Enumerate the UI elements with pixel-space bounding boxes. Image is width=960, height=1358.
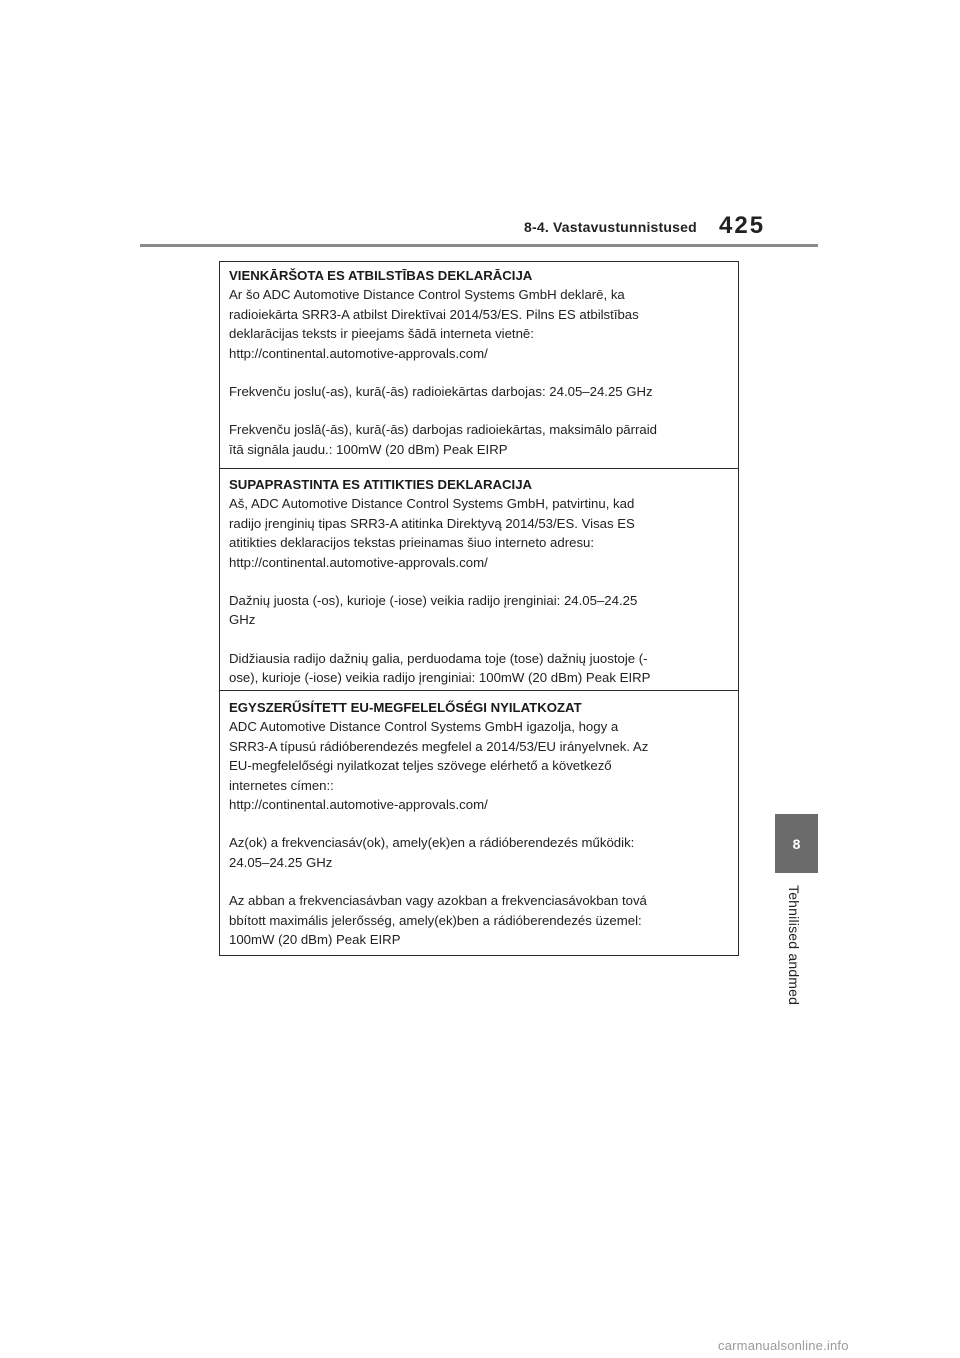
- url-text: http://continental.automotive-approvals.com/: [229, 554, 488, 570]
- text-line: 100mW (20 dBm) Peak EIRP: [229, 932, 401, 948]
- text-line: radijo įrenginių tipas SRR3-A atitinka Direktyvą 2014/53/ES. Visas ES: [229, 515, 635, 531]
- text-line: ADC Automotive Distance Control Systems GmbH igazolja, hogy a: [229, 719, 619, 735]
- text-line: deklarācijas teksts ir pieejams šādā interneta vietnē:: [229, 326, 534, 342]
- page-number: 425: [719, 212, 766, 239]
- declaration-latvian: [220, 262, 738, 472]
- text-line: Dažnių juosta (-os), kurioje (-iose) veikia radijo įrenginiai: 24.05–24.25: [229, 593, 638, 609]
- declaration-text: [229, 285, 730, 363]
- text-line: ītā signāla jaudu.: 100mW (20 dBm) Peak EIRP: [229, 441, 508, 457]
- text-line: Aš, ADC Automotive Distance Control Systems GmbH, patvirtinu, kad: [229, 496, 635, 512]
- text-line: Az(ok) a frekvenciasáv(ok), amely(ek)en a rádióberendezés működik:: [229, 835, 635, 851]
- text-line: radioiekārta SRR3-A atbilst Direktīvai 2014/53/ES. Pilns ES atbilstības: [229, 306, 639, 322]
- chapter-title: Tehnilised andmed: [786, 885, 802, 1006]
- text-line: Didžiausia radijo dažnių galia, perduodama toje (tose) dažnių juostoje (-: [229, 650, 648, 666]
- declaration-hungarian: [220, 690, 738, 962]
- text-line: 24.05–24.25 GHz: [229, 854, 333, 870]
- header-divider: [140, 244, 818, 247]
- section-title: 8-4. Vastavustunnistused: [524, 219, 697, 235]
- text-line: SRR3-A típusú rádióberendezés megfelel a 2014/53/EU irányelvnek. Az: [229, 738, 649, 754]
- text-line: Frekvenču joslu(-as), kurā(-ās) radioiekārtas darbojas: 24.05–24.25 GHz: [229, 384, 653, 400]
- url-text: http://continental.automotive-approvals.com/: [229, 345, 488, 361]
- declaration-text: [229, 717, 730, 814]
- frequency-band-text: [229, 833, 730, 872]
- url-text: http://continental.automotive-approvals.com/: [229, 797, 488, 813]
- frequency-band-text: [229, 591, 730, 630]
- max-power-text: [229, 649, 730, 688]
- text-line: Frekvenču joslā(-ās), kurā(-ās) darbojas radioiekārtas, maksimālo pārraid: [229, 422, 658, 438]
- text-line: Ar šo ADC Automotive Distance Control Systems GmbH deklarē, ka: [229, 287, 625, 303]
- text-line: GHz: [229, 612, 256, 628]
- declaration-table: [219, 261, 739, 956]
- text-line: Az abban a frekvenciasávban vagy azokban a frekvenciasávokban tová: [229, 893, 647, 909]
- declaration-title: VIENKĀRŠOTA ES ATBILSTĪBAS DEKLARĀCIJA: [229, 268, 533, 283]
- text-line: ose), kurioje (-iose) veikia radijo įrenginiai: 100mW (20 dBm) Peak EIRP: [229, 670, 651, 686]
- declaration-lithuanian: [220, 468, 738, 697]
- watermark-text: carmanualsonline.info: [718, 1338, 849, 1353]
- text-line: bbított maximális jelerősség, amely(ek)ben a rádióberendezés üzemel:: [229, 912, 642, 928]
- max-power-text: [229, 891, 730, 949]
- declaration-text: [229, 494, 730, 572]
- declaration-title: EGYSZERŰSÍTETT EU-MEGFELELŐSÉGI NYILATKOZAT: [229, 700, 582, 715]
- text-line: EU-megfelelőségi nyilatkozat teljes szövege elérhető a következő: [229, 758, 612, 774]
- max-power-text: [229, 420, 730, 459]
- declaration-title: SUPAPRASTINTA ES ATITIKTIES DEKLARACIJA: [229, 477, 533, 492]
- chapter-tab: 8: [775, 814, 818, 873]
- text-line: internetes címen::: [229, 777, 334, 793]
- text-line: atitikties deklaracijos tekstas prieinamas šiuo interneto adresu:: [229, 535, 595, 551]
- frequency-band-text: [229, 382, 730, 401]
